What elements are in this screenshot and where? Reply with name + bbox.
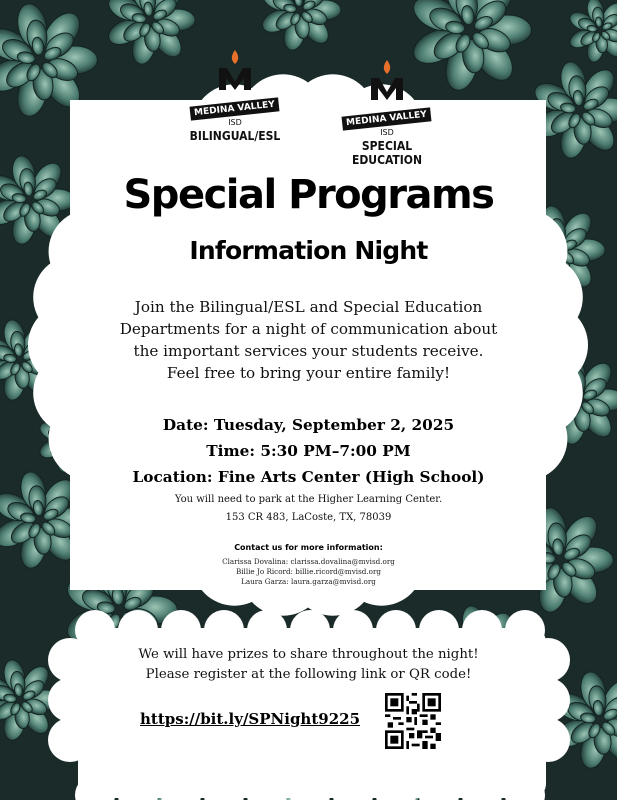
- flyer-title: Special Programs: [123, 172, 494, 218]
- contact-line: Billie Jo Ricord: billie.ricord@mvisd.org: [235, 567, 382, 576]
- event-date: Date: Tuesday, September 2, 2025: [162, 416, 455, 434]
- parking-address: 153 CR 483, LaCoste, TX, 78039: [225, 512, 392, 523]
- logo-isd-text: ISD: [228, 118, 242, 127]
- contact-list: [0, 557, 617, 587]
- intro-line: Join the Bilingual/ESL and Special Education: [134, 298, 483, 316]
- event-location: Location: Fine Arts Center (High School): [132, 468, 485, 486]
- bilingual-esl-logo: [175, 48, 295, 143]
- intro-line: Departments for a night of communication about: [119, 320, 498, 338]
- qr-code-icon[interactable]: [385, 693, 441, 749]
- event-time: Time: 5:30 PM–7:00 PM: [206, 442, 411, 460]
- prize-line: Please register at the following link or QR code!: [145, 667, 472, 682]
- torch-m-icon: [215, 48, 255, 92]
- registration-link[interactable]: https://bit.ly/SPNight9225: [140, 710, 361, 728]
- intro-line: Feel free to bring your entire family!: [166, 364, 451, 382]
- logo-brand-text: MEDINA VALLEY: [190, 97, 280, 120]
- logo-isd-text: ISD: [380, 128, 394, 137]
- contact-heading: Contact us for more information:: [234, 543, 383, 552]
- lower-scalloped-panel: [48, 610, 570, 800]
- logo-dept-text: SPECIAL EDUCATION: [351, 139, 423, 167]
- prize-line: We will have prizes to share throughout the night!: [138, 647, 479, 662]
- parking-note: You will need to park at the Higher Learning Center.: [174, 494, 443, 505]
- intro-paragraph: [0, 296, 617, 384]
- flyer-subtitle: Information Night: [189, 236, 428, 265]
- special-education-logo: [327, 58, 447, 167]
- torch-m-icon: [367, 58, 407, 102]
- prize-text: [0, 645, 617, 685]
- logo-dept-text: BILINGUAL/ESL: [189, 129, 281, 143]
- logo-brand-text: MEDINA VALLEY: [342, 107, 432, 130]
- contact-line: Laura Garza: laura.garza@mvisd.org: [241, 577, 376, 586]
- intro-line: the important services your students receive.: [133, 342, 484, 360]
- contact-line: Clarissa Dovalina: clarissa.dovalina@mvisd.org: [222, 557, 395, 566]
